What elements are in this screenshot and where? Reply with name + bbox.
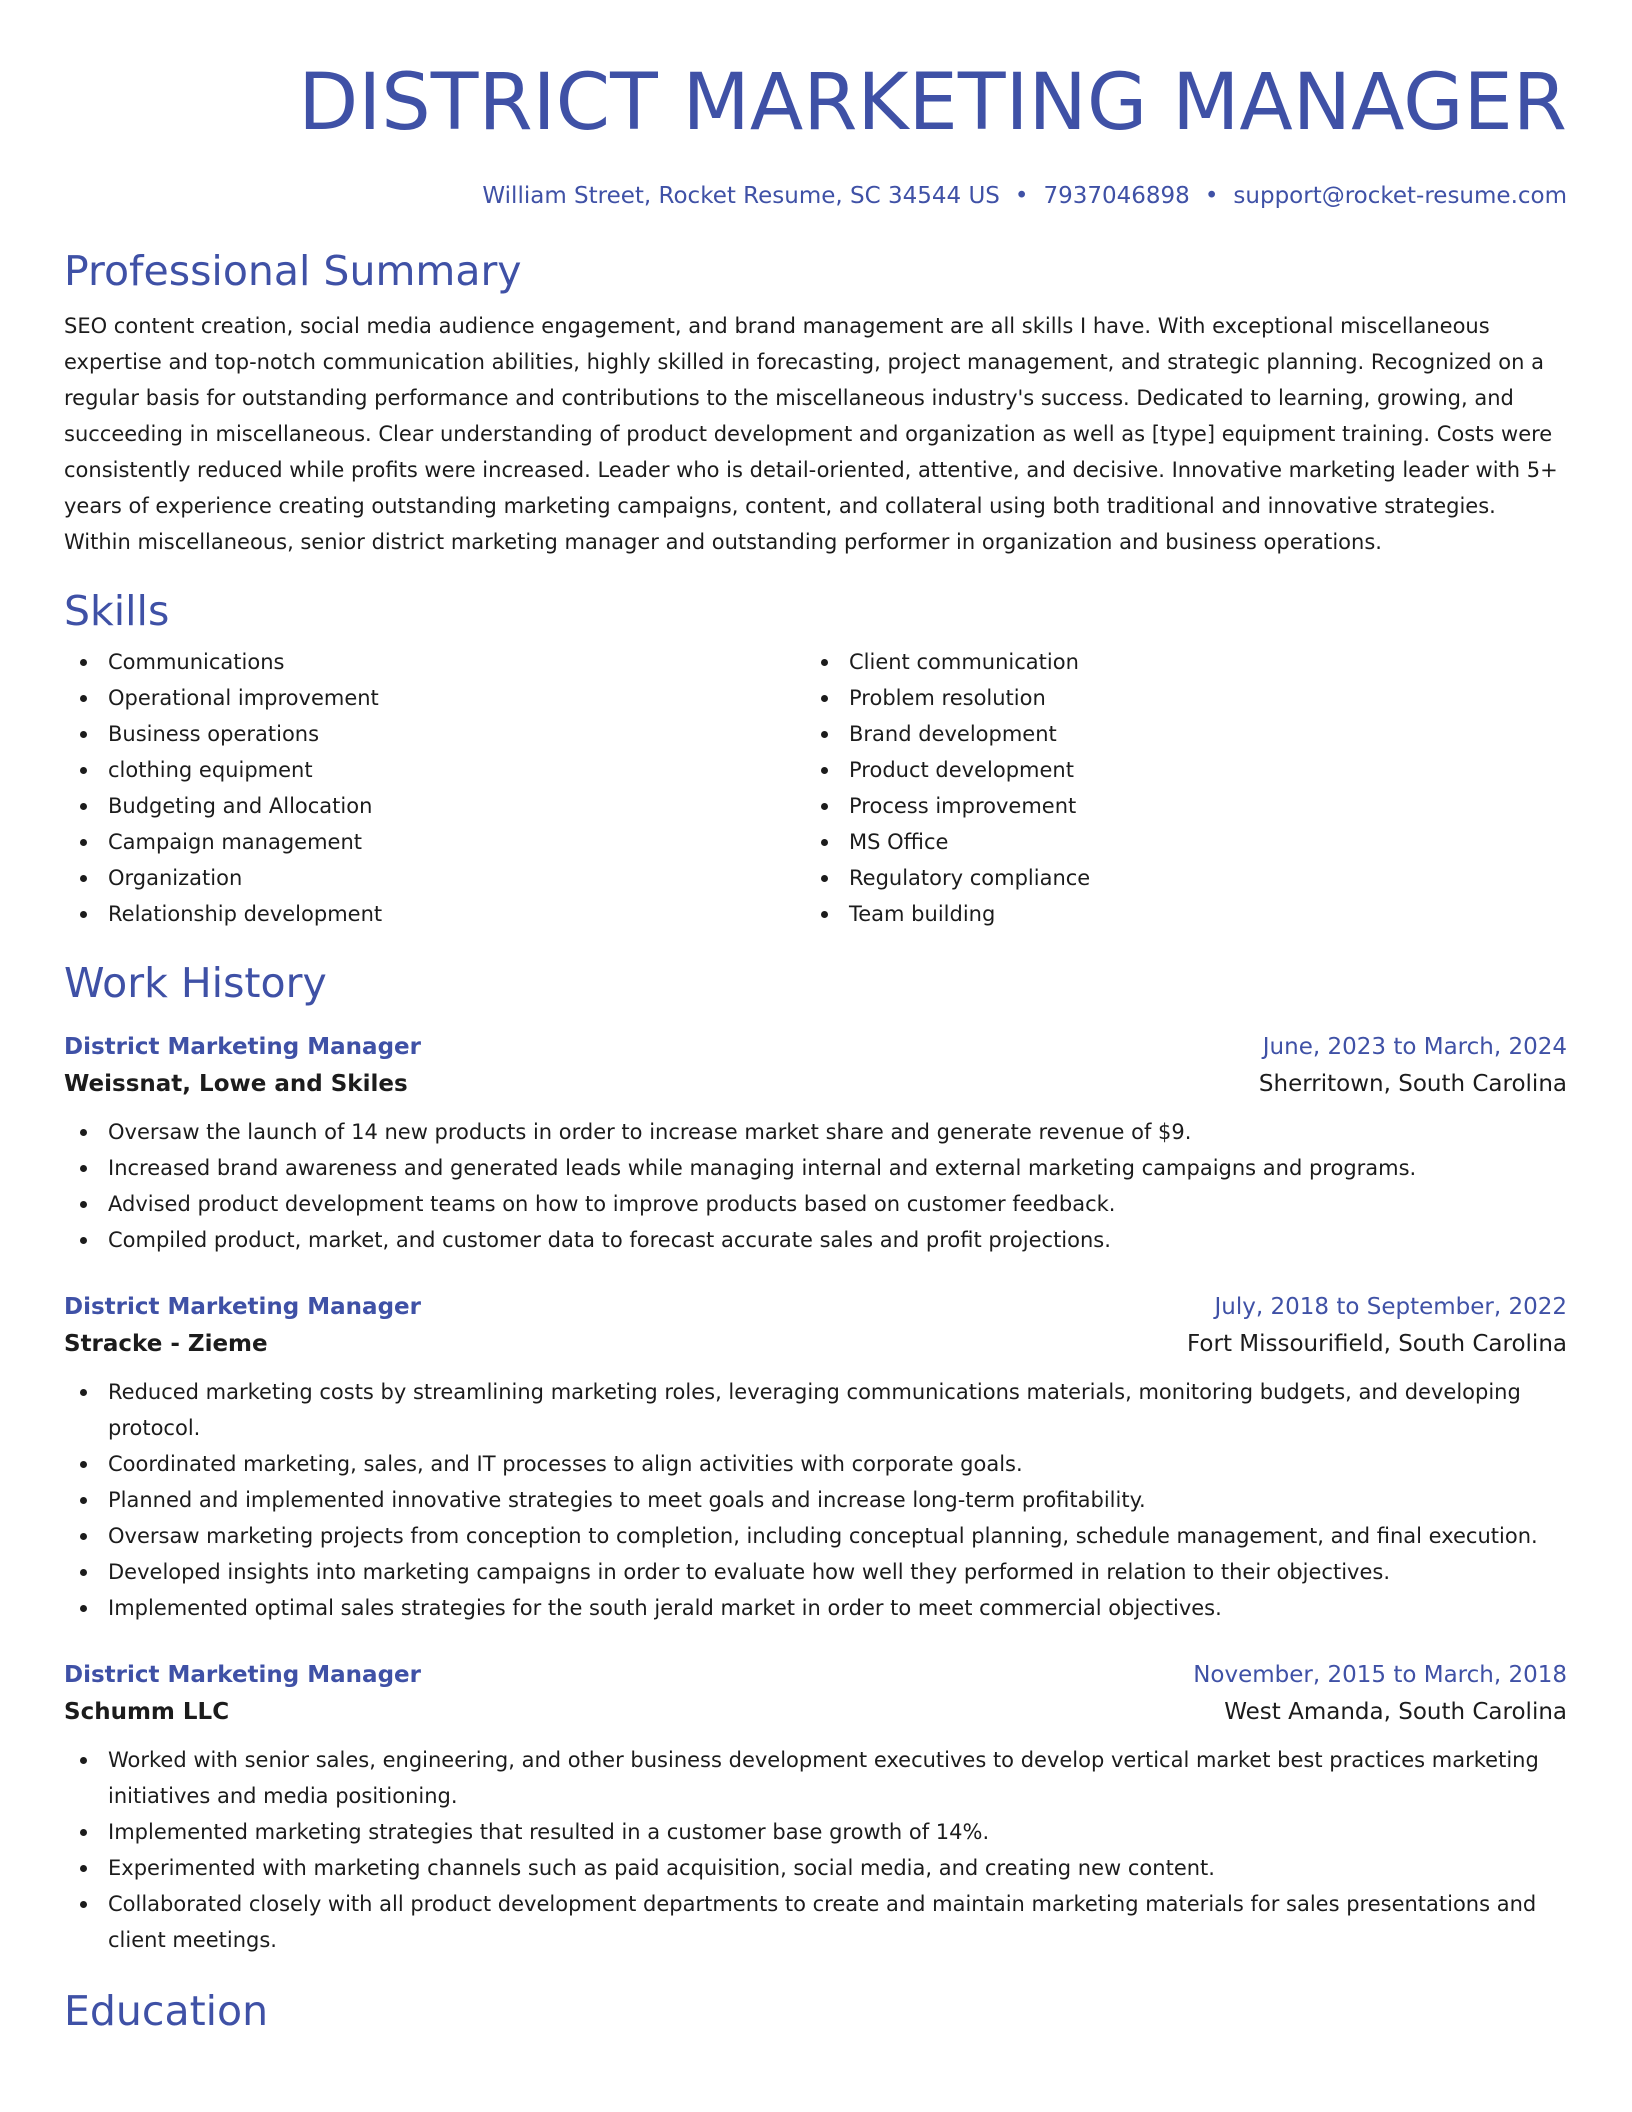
contact-address: William Street, Rocket Resume, SC 34544 US	[482, 183, 1000, 209]
job-title: District Marketing Manager	[64, 1662, 421, 1688]
job-bullet: Oversaw marketing projects from conception to completion, including conceptual planning, schedule management, and final execution.	[64, 1518, 1567, 1554]
skill-item: Organization	[64, 860, 805, 896]
summary-heading: Professional Summary	[64, 247, 522, 295]
work-history-heading: Work History	[64, 959, 327, 1007]
skills-list	[64, 644, 1567, 932]
job-bullets	[64, 1374, 1567, 1626]
job-title: District Marketing Manager	[64, 1294, 421, 1320]
contact-separator: •	[1204, 183, 1219, 209]
job-bullet: Advised product development teams on how to improve products based on customer feedback.	[64, 1186, 1567, 1222]
skill-item: Client communication	[805, 644, 1546, 680]
skill-item: Process improvement	[805, 788, 1546, 824]
skills-column-left	[64, 644, 805, 932]
contact-phone: 7937046898	[1043, 183, 1190, 209]
skill-item: Regulatory compliance	[805, 860, 1546, 896]
skill-item: Team building	[805, 896, 1546, 932]
job-bullet: Collaborated closely with all product development departments to create and maintain marketing materials for sales presentations and client meetings.	[64, 1886, 1567, 1958]
job-bullet: Planned and implemented innovative strategies to meet goals and increase long-term profitability.	[64, 1482, 1567, 1518]
job-dates: July, 2018 to September, 2022	[1214, 1294, 1567, 1320]
skill-item: Communications	[64, 644, 805, 680]
job-bullet: Oversaw the launch of 14 new products in order to increase market share and generate revenue of $9.	[64, 1114, 1567, 1150]
skill-item: Campaign management	[64, 824, 805, 860]
skill-item: Product development	[805, 752, 1546, 788]
skill-item: Relationship development	[64, 896, 805, 932]
contact-email: support@rocket-resume.com	[1233, 183, 1567, 209]
skill-item: Problem resolution	[805, 680, 1546, 716]
skill-item: clothing equipment	[64, 752, 805, 788]
job-bullet: Experimented with marketing channels such as paid acquisition, social media, and creating new content.	[64, 1850, 1567, 1886]
job-bullet: Coordinated marketing, sales, and IT processes to align activities with corporate goals.	[64, 1446, 1567, 1482]
job-dates: November, 2015 to March, 2018	[1193, 1662, 1567, 1688]
contact-line	[64, 182, 1567, 210]
skills-column-right	[805, 644, 1546, 932]
job-bullets	[64, 1742, 1567, 1958]
resume-page	[64, 0, 1567, 2036]
skill-item: MS Office	[805, 824, 1546, 860]
job-location: West Amanda, South Carolina	[1224, 1699, 1567, 1725]
job-entry	[64, 1030, 1567, 1258]
job-bullet: Reduced marketing costs by streamlining marketing roles, leveraging communications materials, monitoring budgets, and developing protocol.	[64, 1374, 1567, 1446]
job-company: Weissnat, Lowe and Skiles	[64, 1071, 408, 1097]
skill-item: Budgeting and Allocation	[64, 788, 805, 824]
job-entry	[64, 1290, 1567, 1626]
skill-item: Brand development	[805, 716, 1546, 752]
job-bullet: Increased brand awareness and generated leads while managing internal and external marketing campaigns and programs.	[64, 1150, 1567, 1186]
job-title: District Marketing Manager	[64, 1034, 421, 1060]
skills-heading: Skills	[64, 587, 170, 635]
summary-text: SEO content creation, social media audience engagement, and brand management are all skills I have. With exceptional miscellaneous expertise and top-notch communication abilities, highly skilled in forecasting, project management, and strategic planning. Recognized on a regular basis for outstanding performance and contributions to the miscellaneous industry's success. Dedicated to learning, growing, and succeeding in miscellaneous. Clear understanding of product development and organization as well as [type] equipment training. Costs were consistently reduced while profits were increased. Leader who is detail-oriented, attentive, and decisive. Innovative marketing leader with 5+ years of experience creating outstanding marketing campaigns, content, and collateral using both traditional and innovative strategies. Within miscellaneous, senior district marketing manager and outstanding performer in organization and business operations.	[64, 314, 1558, 554]
job-company: Schumm LLC	[64, 1699, 230, 1725]
job-bullet: Worked with senior sales, engineering, and other business development executives to develop vertical market best practices marketing initiatives and media positioning.	[64, 1742, 1567, 1814]
job-dates: June, 2023 to March, 2024	[1262, 1034, 1567, 1060]
skill-item: Operational improvement	[64, 680, 805, 716]
job-location: Sherritown, South Carolina	[1258, 1071, 1567, 1097]
job-company: Stracke - Zieme	[64, 1331, 268, 1357]
job-bullets	[64, 1114, 1567, 1258]
job-bullet: Compiled product, market, and customer data to forecast accurate sales and profit projections.	[64, 1222, 1567, 1258]
education-heading: Education	[64, 1987, 269, 2035]
contact-separator: •	[1014, 183, 1029, 209]
resume-title: DISTRICT MARKETING MANAGER	[298, 58, 1567, 148]
job-entry	[64, 1658, 1567, 1958]
job-bullet: Implemented optimal sales strategies for the south jerald market in order to meet commercial objectives.	[64, 1590, 1567, 1626]
job-bullet: Implemented marketing strategies that resulted in a customer base growth of 14%.	[64, 1814, 1567, 1850]
skill-item: Business operations	[64, 716, 805, 752]
job-location: Fort Missourifield, South Carolina	[1187, 1331, 1567, 1357]
job-bullet: Developed insights into marketing campaigns in order to evaluate how well they performed in relation to their objectives.	[64, 1554, 1567, 1590]
